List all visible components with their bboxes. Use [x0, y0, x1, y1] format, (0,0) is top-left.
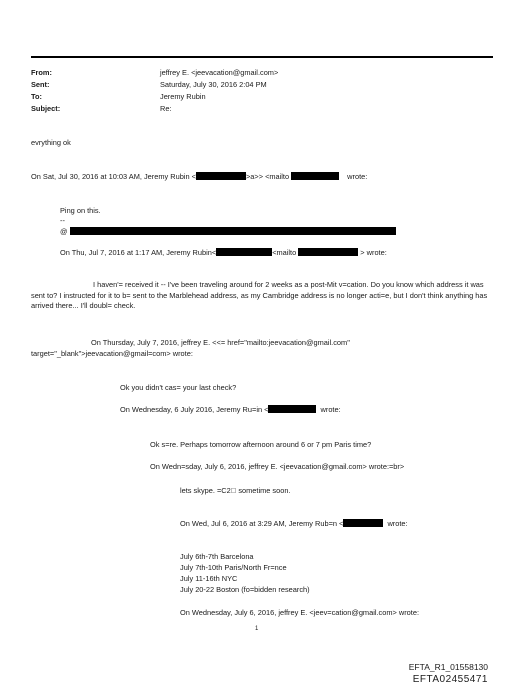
to-value: Jeremy Rubin — [160, 92, 206, 101]
quote-header-2-c: > wrote: — [360, 248, 387, 257]
sent-label: Sent: — [31, 80, 50, 89]
from-label: From: — [31, 68, 52, 77]
quote-header-1-a: On Sat, Jul 30, 2016 at 10:03 AM, Jeremy Rubin < — [31, 172, 196, 181]
quote-header-6-a: On Wed, Jul 6, 2016 at 3:29 AM, Jeremy Rub=n < — [180, 519, 344, 528]
subject-label: Subject: — [31, 104, 61, 113]
reply-text: evrything ok — [31, 138, 71, 147]
signature-line — [60, 227, 396, 236]
quote-header-2-b: <mailto — [272, 248, 297, 257]
quote-header-2 — [60, 248, 387, 257]
itinerary-line: July 20-22 Boston (fo=bidden research) — [180, 585, 310, 594]
quote-header-7: On Wednesday, July 6, 2016, jeffrey E. <jeev=cation@gmail.com> wrote: — [180, 608, 419, 617]
meeting-reply: Ok s=re. Perhaps tomorrow afternoon around 6 or 7 pm Paris time? — [150, 440, 372, 449]
quote-header-3-a: On Thursday, July 7, 2016, jeffrey E. <<= href="mailto:jeevacation@gmail.com" — [91, 338, 350, 347]
signature-dashes: -- — [60, 216, 65, 225]
redaction-block — [343, 519, 383, 527]
message-paragraph: I haven'= received it -- I've been traveling around for 2 weeks as a post-Mit v=cation. Do you know which address it was sent to? I instructed for it to b= sent to the Marblehead address, as my Cambridge address is no longer acti=e, but I don't think anything has arrived there... I'll doubl= check. — [31, 280, 488, 310]
quote-header-5: On Wedn=sday, July 6, 2016, jeffrey E. <jeevacation@gmail.com> wrote:=br> — [150, 462, 405, 471]
page-number: 1 — [255, 626, 259, 632]
quote-header-2-a: On Thu, Jul 7, 2016 at 1:17 AM, Jeremy Rubin< — [60, 248, 217, 257]
quote-header-6 — [180, 519, 408, 528]
skype-text: lets skype. =C2  sometime soon. — [180, 486, 291, 495]
redaction-block — [298, 248, 358, 256]
subject-value: Re: — [160, 104, 172, 113]
quote-header-4-a: On Wednesday, 6 July 2016, Jeremy Ru=in < — [120, 405, 269, 414]
redaction-block — [268, 405, 316, 413]
quote-header-1 — [31, 172, 367, 181]
from-value: jeffrey E. <jeevacation@gmail.com> — [160, 68, 279, 77]
itinerary-line: July 6th-7th Barcelona — [180, 552, 254, 561]
signature-at: @ — [60, 227, 68, 236]
quote-header-4 — [120, 405, 341, 414]
itinerary-line: July 7th-10th Paris/North Fr=nce — [180, 563, 287, 572]
quote-header-1-c: wrote: — [347, 172, 368, 181]
redaction-block — [291, 172, 339, 180]
redaction-block — [196, 172, 246, 180]
header-rule — [31, 56, 493, 58]
quote-header-1-b: >a>> <mailto — [245, 172, 290, 181]
quote-header-4-b: wrote: — [320, 405, 341, 414]
quote-header-3-b: target="_blank">jeevacation@gmail=com> wrote: — [31, 349, 193, 358]
redaction-block — [70, 227, 396, 235]
reference-code-2: EFTA02455471 — [412, 674, 488, 685]
redaction-block — [216, 248, 272, 256]
reference-code-1: EFTA_R1_01558130 — [408, 662, 488, 672]
itinerary-line: July 11-16th NYC — [180, 574, 238, 583]
ping-text: Ping on this. — [60, 206, 101, 215]
to-label: To: — [31, 92, 42, 101]
check-question: Ok you didn't cas= your last check? — [120, 383, 237, 392]
quote-header-6-b: wrote: — [387, 519, 408, 528]
sent-value: Saturday, July 30, 2016 2:04 PM — [160, 80, 267, 89]
